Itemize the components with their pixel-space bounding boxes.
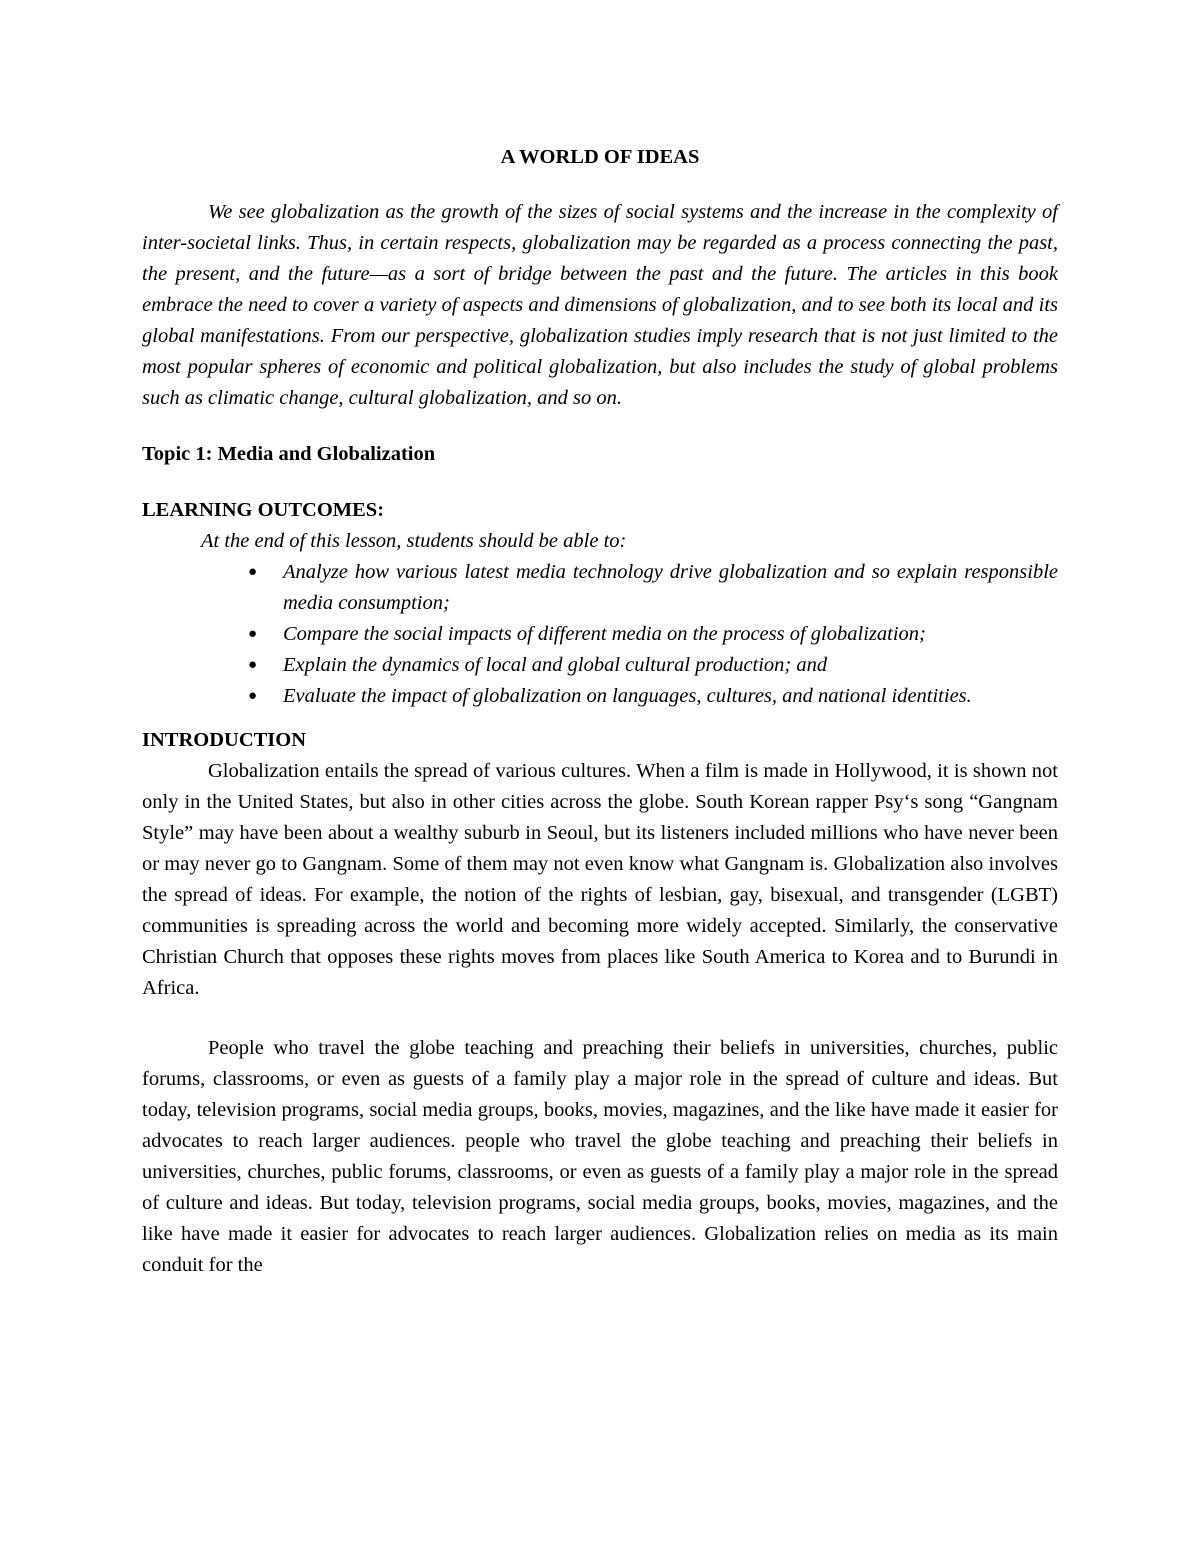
- outcome-text: Compare the social impacts of different media on the process of globalization;: [283, 623, 926, 645]
- outcome-text: Explain the dynamics of local and global cultural production; and: [283, 654, 828, 676]
- list-item: [142, 619, 1058, 650]
- document-title: A WORLD OF IDEAS: [500, 146, 700, 168]
- learning-outcomes-lead: At the end of this lesson, students should be able to:: [201, 530, 627, 552]
- outcome-text: Analyze how various latest media technology drive globalization and so explain responsible media consumption;: [283, 561, 1058, 614]
- document-page: [142, 142, 1058, 1310]
- introduction-heading: INTRODUCTION: [142, 729, 307, 751]
- bullet-icon: ●: [248, 626, 258, 642]
- list-item: [142, 650, 1058, 681]
- bullet-icon: ●: [248, 657, 258, 673]
- learning-outcomes-heading: LEARNING OUTCOMES:: [142, 499, 385, 521]
- topic-heading: Topic 1: Media and Globalization: [142, 443, 436, 465]
- introduction-paragraph-1: Globalization entails the spread of various cultures. When a film is made in Hollywood, it is shown not only in the United States, but also in other cities across the globe. South Korean rapper Psy‘s song “Gangnam Style” may have been about a wealthy suburb in Seoul, but its listeners included millions who have never been or may never go to Gangnam. Some of them may not even know what Gangnam is. Globalization also involves the spread of ideas. For example, the notion of the rights of lesbian, gay, bisexual, and transgender (LGBT) communities is spreading across the world and becoming more widely accepted. Similarly, the conservative Christian Church that opposes these rights moves from places like South America to Korea and to Burundi in Africa.: [142, 760, 1058, 999]
- learning-outcomes-list: [142, 557, 1058, 712]
- outcome-text: Evaluate the impact of globalization on languages, cultures, and national identities.: [283, 685, 972, 707]
- bullet-icon: ●: [248, 688, 258, 704]
- list-item: [142, 557, 1058, 619]
- epigraph-paragraph: We see globalization as the growth of the sizes of social systems and the increase in the complexity of inter-societal links. Thus, in certain respects, globalization may be regarded as a process connecting the past, the present, and the future—as a sort of bridge between the past and the future. The articles in this book embrace the need to cover a variety of aspects and dimensions of globalization, and to see both its local and its global manifestations. From our perspective, globalization studies imply research that is not just limited to the most popular spheres of economic and political globalization, but also includes the study of global problems such as climatic change, cultural globalization, and so on.: [142, 201, 1058, 409]
- bullet-icon: ●: [248, 564, 258, 580]
- introduction-paragraph-2: People who travel the globe teaching and preaching their beliefs in universities, churches, public forums, classrooms, or even as guests of a family play a major role in the spread of culture and ideas. But today, television programs, social media groups, books, movies, magazines, and the like have made it easier for advocates to reach larger audiences. people who travel the globe teaching and preaching their beliefs in universities, churches, public forums, classrooms, or even as guests of a family play a major role in the spread of culture and ideas. But today, television programs, social media groups, books, movies, magazines, and the like have made it easier for advocates to reach larger audiences. Globalization relies on media as its main conduit for the: [142, 1037, 1058, 1276]
- list-item: [142, 681, 1058, 712]
